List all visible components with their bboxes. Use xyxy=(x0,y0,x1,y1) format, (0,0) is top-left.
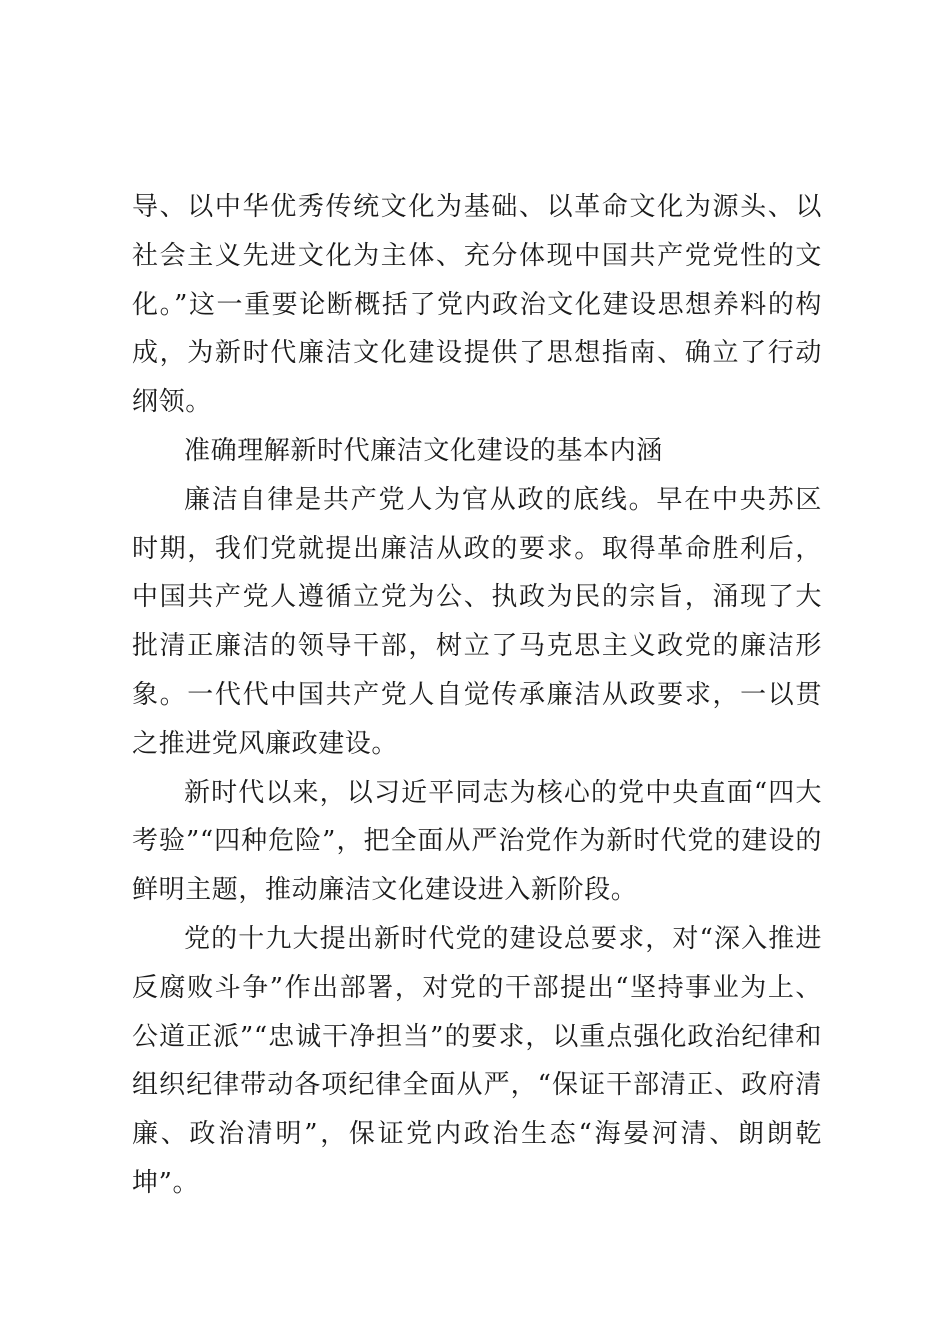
paragraph: 廉洁自律是共产党人为官从政的底线。早在中央苏区时期，我们党就提出廉洁从政的要求。取得革命胜利后，中国共产党人遵循立党为公、执政为民的宗旨，涌现了大批清正廉洁的领导干部，树立了马克思主义政党的廉洁形象。一代代中国共产党人自觉传承廉洁从政要求，一以贯之推进党风廉政建设。 xyxy=(132,484,822,759)
paragraph-continuation: 导、以中华优秀传统文化为基础、以革命文化为源头、以社会主义先进文化为主体、充分体现中国共产党党性的文化。”这一重要论断概括了党内政治文化建设思想养料的构成，为新时代廉洁文化建设提供了思想指南、确立了行动纲领。 xyxy=(132,192,822,418)
body-text xyxy=(132,183,822,1208)
section-heading: 准确理解新时代廉洁文化建设的基本内涵 xyxy=(184,435,663,466)
paragraph: 党的十九大提出新时代党的建设总要求，对“深入推进反腐败斗争”作出部署，对党的干部提出“坚持事业为上、公道正派”“忠诚干净担当”的要求，以重点强化政治纪律和组织纪律带动各项纪律全面从严，“保证干部清正、政府清廉、政治清明”，保证党内政治生态“海晏河清、朗朗乾坤”。 xyxy=(132,923,822,1198)
paragraph: 新时代以来，以习近平同志为核心的党中央直面“四大考验”“四种危险”，把全面从严治党作为新时代党的建设的鲜明主题，推动廉洁文化建设进入新阶段。 xyxy=(132,777,822,906)
